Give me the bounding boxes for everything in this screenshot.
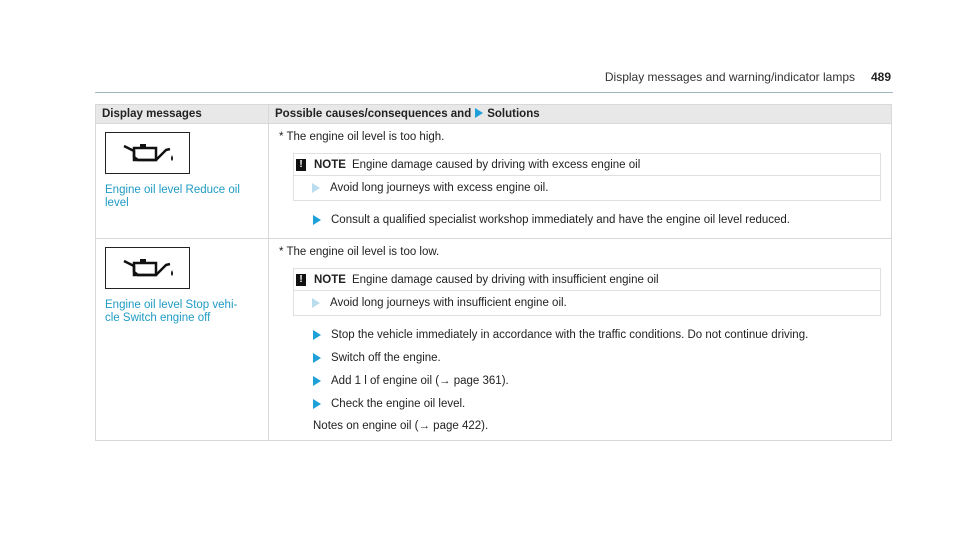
solution-step-text: Switch off the engine. [331,352,441,364]
solution-step [313,374,891,388]
engine-oil-can-icon [105,132,190,174]
display-message-text [105,299,245,325]
solution-step-text: Check the engine oil level. [331,398,466,410]
note-box [293,268,881,316]
page-header [95,70,893,93]
note-header [294,269,880,291]
page-header-title: Display messages and warning/indicator lamps [604,70,855,84]
engine-oil-notes-link[interactable]: Notes on engine oil (→ page 422). [313,420,489,432]
page-number: 489 [870,70,891,84]
table-row [96,124,892,239]
solution-step [313,397,891,411]
column-header-causes-solutions [269,105,892,124]
column-header-causes: Possible causes/consequences and [275,108,472,120]
solution-step-text[interactable]: Add 1 l of engine oil (→ page 361). [331,375,509,387]
message-cell [96,239,269,441]
table-row [96,239,892,441]
arrow-icon [313,399,321,409]
solution-cell [269,239,892,441]
display-messages-table [95,104,892,441]
note-step [294,176,880,200]
message-cell [96,124,269,239]
note-step-text: Avoid long journeys with excess engine oil. [330,182,549,194]
arrow-icon [312,183,320,193]
cause-text: * The engine oil level is too low. [279,246,440,258]
cause-text: * The engine oil level is too high. [279,131,445,143]
note-step [294,291,880,315]
arrow-icon [313,353,321,363]
solution-step [313,351,891,365]
note-step-text: Avoid long journeys with insufficient engine oil. [330,297,567,309]
table-header-row [96,105,892,124]
note-title: Engine damage caused by driving with insufficient engine oil [351,273,659,286]
solution-step [313,213,891,227]
arrow-icon [475,108,483,118]
note-header [294,154,880,176]
column-header-solutions: Solutions [487,108,540,120]
arrow-icon [312,298,320,308]
solution-step [313,328,891,342]
display-message-text: Engine oil level Reduce oil level [105,184,240,209]
display-message-line: Engine oil level Stop vehi- [105,299,238,311]
note-title: Engine damage caused by driving with excess engine oil [351,158,641,171]
note-label: NOTE [314,273,346,286]
arrow-icon [313,215,321,225]
warning-icon: ! [296,159,306,171]
arrow-icon [313,330,321,340]
warning-icon: ! [296,274,306,286]
arrow-icon [313,376,321,386]
note-label: NOTE [314,158,346,171]
engine-oil-can-icon [105,247,190,289]
column-header-display-messages: Display messages [96,105,269,124]
note-box [293,153,881,201]
solution-step-text: Stop the vehicle immediately in accordance with the traffic conditions. Do not continue driving. [331,329,809,341]
solution-cell [269,124,892,239]
display-message-line: cle Switch engine off [105,312,211,324]
solution-step-text: Consult a qualified specialist workshop immediately and have the engine oil level reduced. [331,214,790,226]
